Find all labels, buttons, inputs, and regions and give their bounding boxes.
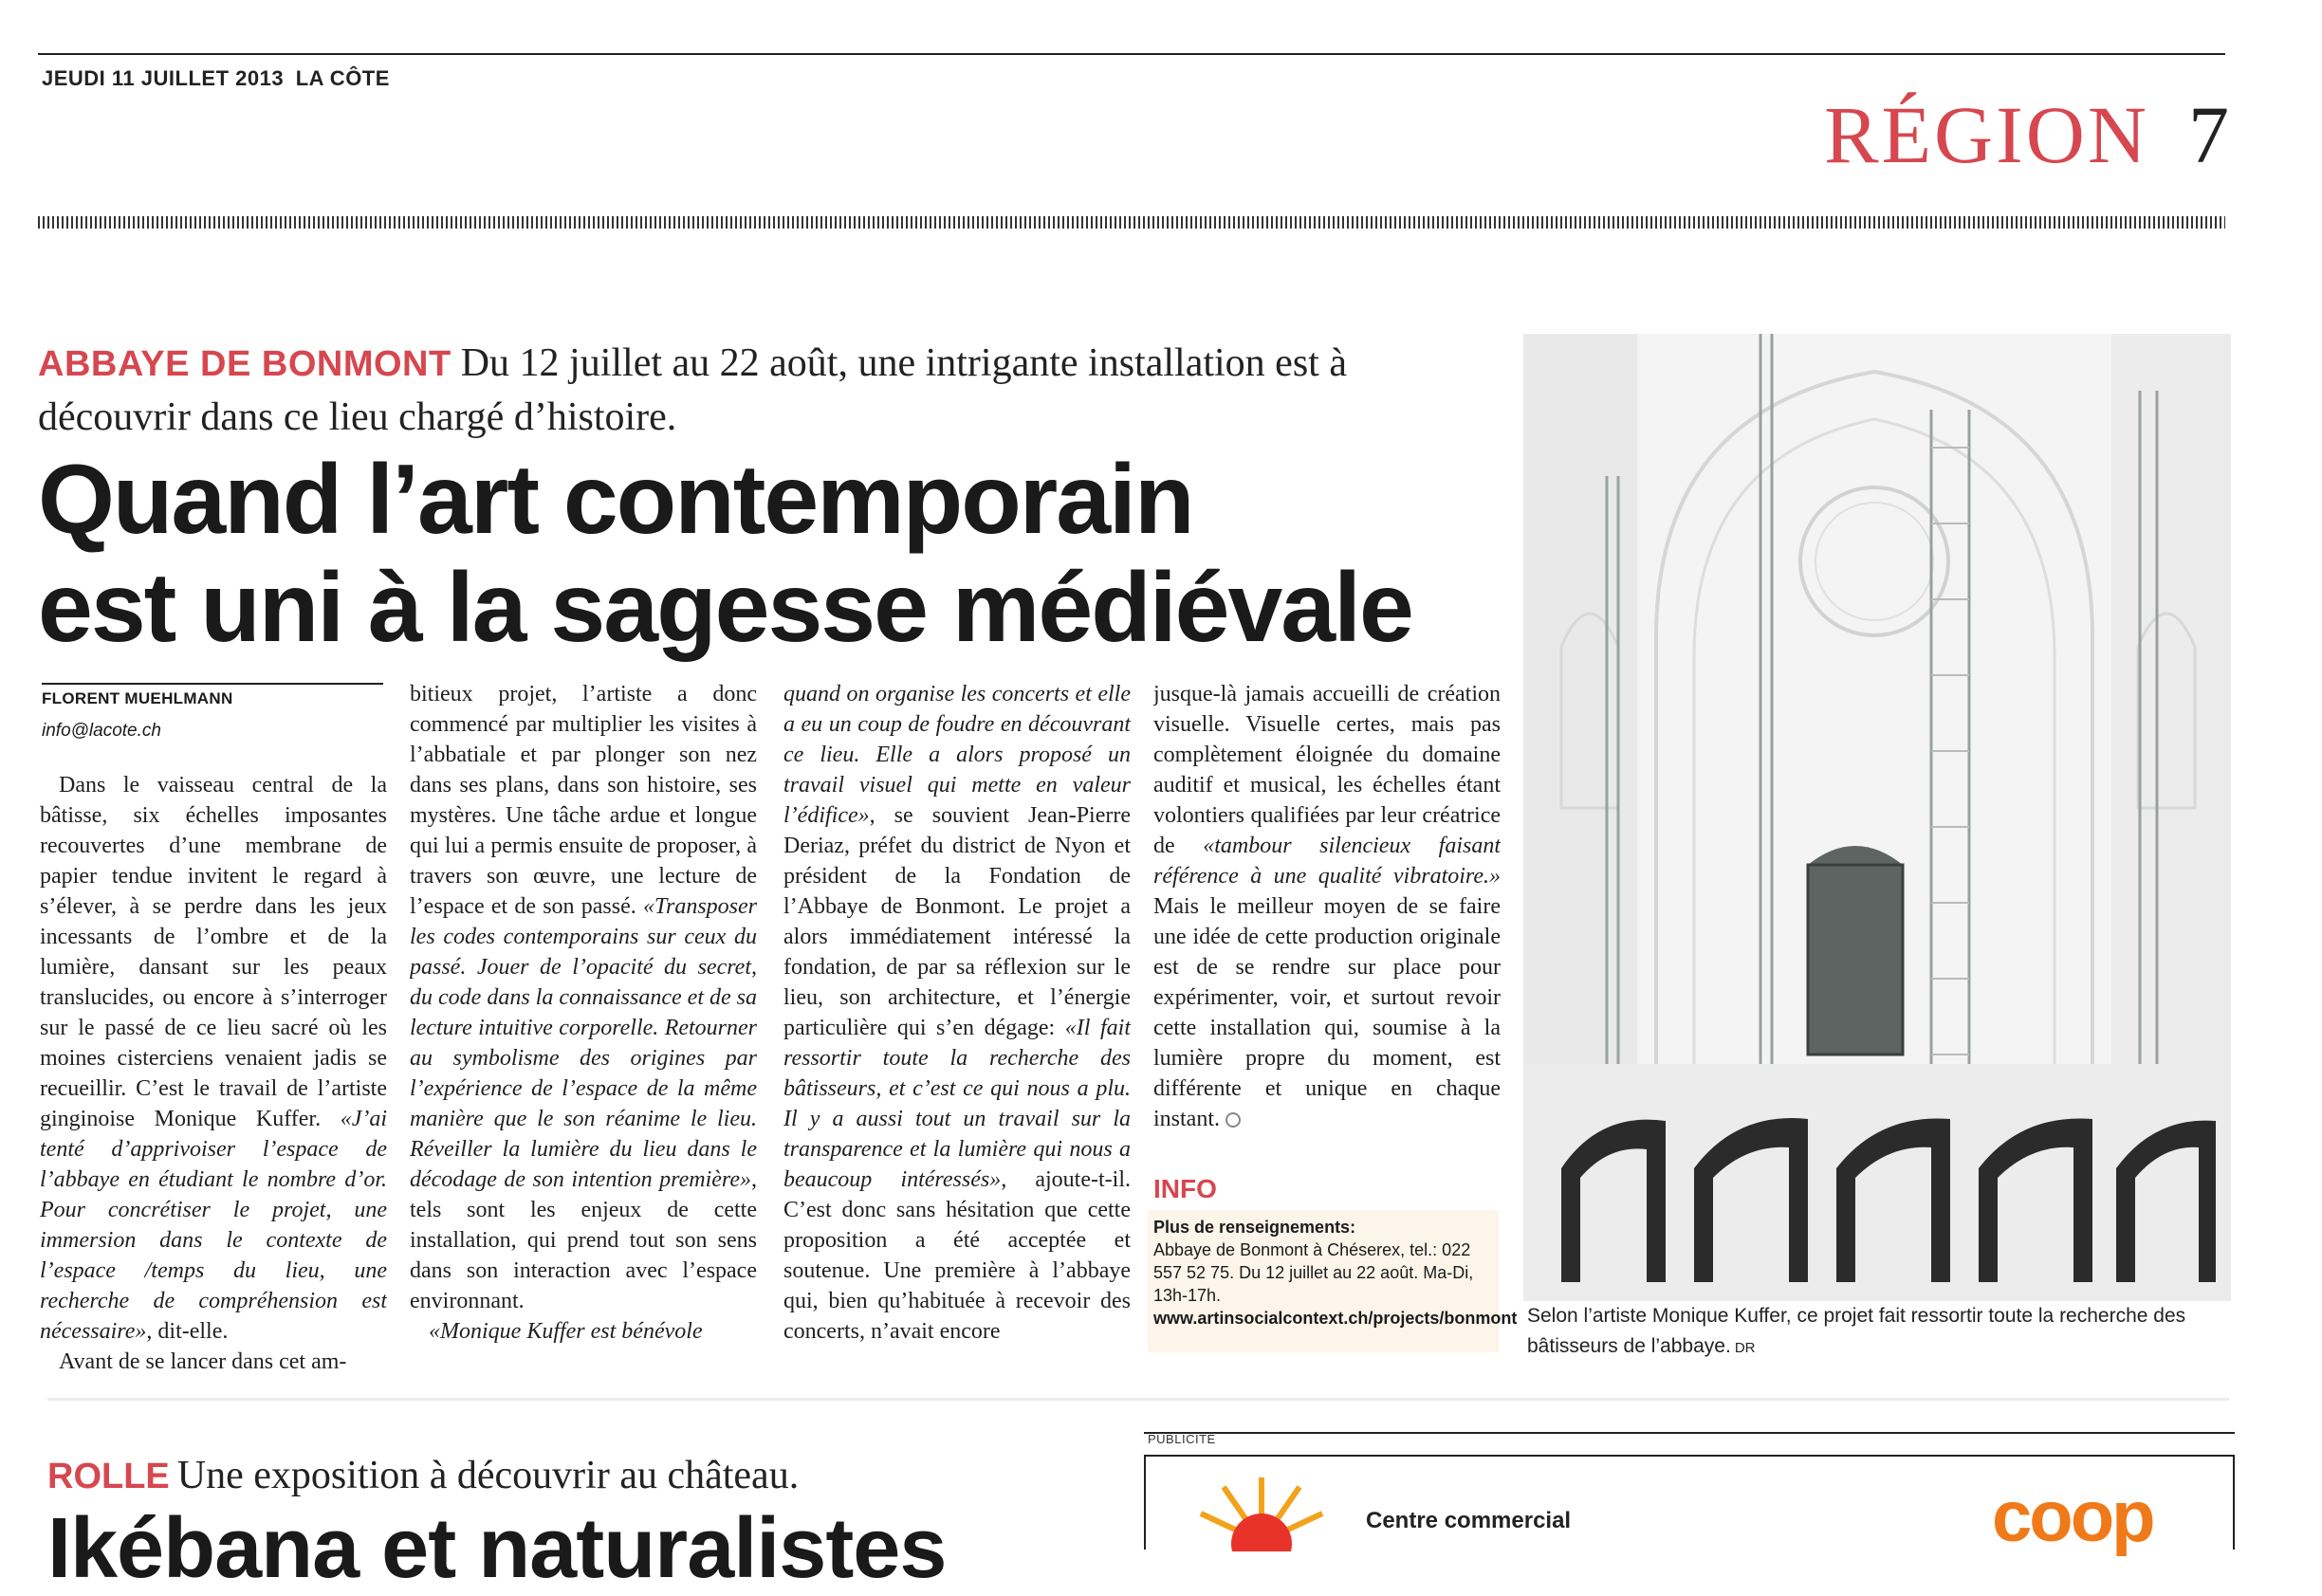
article-kicker-lead <box>38 337 1461 444</box>
info-link[interactable]: www.artinsocialcontext.ch/projects/bonmont <box>1153 1309 1518 1328</box>
info-box <box>1148 1210 1518 1352</box>
article-divider <box>47 1398 2229 1401</box>
text-column-1 <box>40 770 387 1386</box>
info-title: INFO <box>1153 1174 1217 1203</box>
ad-brand-logo: coop <box>1992 1477 2153 1557</box>
abbey-interior-illustration <box>1523 334 2231 1301</box>
end-mark-icon <box>1226 1112 1241 1128</box>
header-hatch-rule <box>38 216 2225 229</box>
author-email: info@lacote.ch <box>42 721 161 741</box>
paragraph: Dans le vaisseau central de la bâtisse, six échelles imposantes recouvertes d’une membrane de papier tendue invitent le regard à s’élever, à se perdre dans les jeux incessants de l’ombre et de la lumière, dansant sur les peaux translucides, ou encore à s’interroger sur le passé de ce lieu sacré où les moines cisterciens venaient jadis se recueillir. C’est le travail de l’artiste ginginoise Monique Kuffer. «J’ai tenté d’apprivoiser l’espace de l’abbaye en étudiant le nombre d’or. Pour concrétiser le projet, une immersion dans le contexte de l’espace /temps du lieu, une recherche de compréhension est nécessaire», dit-elle. <box>40 773 387 1344</box>
paragraph: quand on organise les concerts et elle a eu un coup de foudre en découvrant ce lieu. Elle a alors proposé un travail visuel qui mette en valeur l’édifice», se souvient Jean-Pierre Deriaz, préfet du district de Nyon et président de la Fondation de l’Abbaye de Bonmont. Le projet a alors immédiatement intéressé la fondation, de par sa réflexion sur le lieu, son architecture, et l’énergie particulière qui s’en dégage: «Il fait ressortir toute la recherche des bâtisseurs, et c’est ce qui nous a plu. Il y a aussi tout un travail sur la transparence et la lumière qui nous a beaucoup intéressés», ajoute-t-il. C’est donc sans hésitation que cette proposition a été acceptée et soutenue. Une première à l’abbaye qui, bien qu’habituée à recevoir des concerts, n’avait encore <box>783 682 1131 1344</box>
article-photo <box>1523 334 2231 1301</box>
publication-name: LA CÔTE <box>295 66 390 90</box>
section-title: RÉGION <box>1824 89 2149 180</box>
text-column-2 <box>410 679 757 1381</box>
headline-line-1: Quand l’art contemporain <box>38 445 1193 555</box>
paragraph: «Monique Kuffer est bénévole <box>429 1319 703 1344</box>
second-article-kicker-lead <box>47 1453 799 1498</box>
headline-line-2: est uni à la sagesse médiévale <box>38 553 1412 663</box>
info-details: Abbaye de Bonmont à Chéserex, tel.: 022 557 52 75. Du 12 juillet au 22 août. Ma-Di, 13h-17h. <box>1153 1240 1474 1305</box>
info-heading: Plus de renseignements: <box>1153 1218 1356 1237</box>
article-lead: Du 12 juillet au 22 août, une intrigante installation est à découvrir dans ce lieu chargé d’histoire. <box>38 341 1347 439</box>
issue-date: JEUDI 11 JUILLET 2013 <box>42 66 285 90</box>
caption-text: Selon l’artiste Monique Kuffer, ce projet fait ressortir toute la recherche des bâtisseurs de l’abbaye. <box>1527 1305 2186 1357</box>
top-rule <box>38 53 2225 55</box>
ad-rule <box>1144 1432 2235 1434</box>
photo-caption <box>1527 1301 2229 1364</box>
byline-rule <box>42 683 383 685</box>
paragraph: Avant de se lancer dans cet am- <box>59 1349 347 1374</box>
second-article-kicker: ROLLE <box>47 1457 170 1496</box>
paragraph: bitieux projet, l’artiste a donc commencé par multiplier les visites à l’abbatiale et par plonger son nez dans ses plans, dans son histoire, ses mystères. Une tâche ardue et longue qui lui a permis ensuite de proposer, à travers son œuvre, une lecture de l’espace et de son passé. «Transposer les codes contemporains sur ceux du passé. Jouer de l’opacité du secret, du code dans la connaissance et de sa lecture intuitive corporelle. Retourner au symbolisme des origines par l’expérience de l’espace de la même manière que le son réanime le lieu. Réveiller la lumière du lieu dans le décodage de son intention première», tels sont les enjeux de cette installation, qui prend tout son sens dans son interaction avec l’espace environnant. <box>410 682 757 1313</box>
article-kicker: ABBAYE DE BONMONT <box>38 344 452 384</box>
second-article-lead: Une exposition à découvrir au château. <box>176 1454 800 1497</box>
dateline <box>42 66 390 91</box>
page-number: 7 <box>2188 89 2229 180</box>
ad-text: Centre commercial <box>1366 1508 1572 1533</box>
advertisement-label: PUBLICITÉ <box>1148 1432 1216 1446</box>
article-headline <box>38 446 1489 662</box>
text-column-3 <box>783 679 1131 1381</box>
paragraph: jusque-là jamais accueilli de création visuelle. Visuelle certes, mais pas complètement éloignée du domaine auditif et musical, les échelles étant volontiers qualifiées par leur créatrice de «tambour silencieux faisant référence à une qualité vibratoire.» Mais le meilleur moyen de se faire une idée de cette production originale est de se rendre sur place pour expérimenter, voir, et surtout revoir cette installation qui, soumise à la lumière propre du moment, est différente et unique en chaque instant. <box>1153 682 1501 1131</box>
text-column-4 <box>1153 679 1501 1153</box>
author-byline: FLORENT MUEHLMANN <box>42 689 233 707</box>
photo-credit: DR <box>1734 1340 1756 1356</box>
second-article-headline: Ikébana et naturalistes <box>47 1501 947 1596</box>
sun-logo-icon <box>1195 1476 1328 1556</box>
